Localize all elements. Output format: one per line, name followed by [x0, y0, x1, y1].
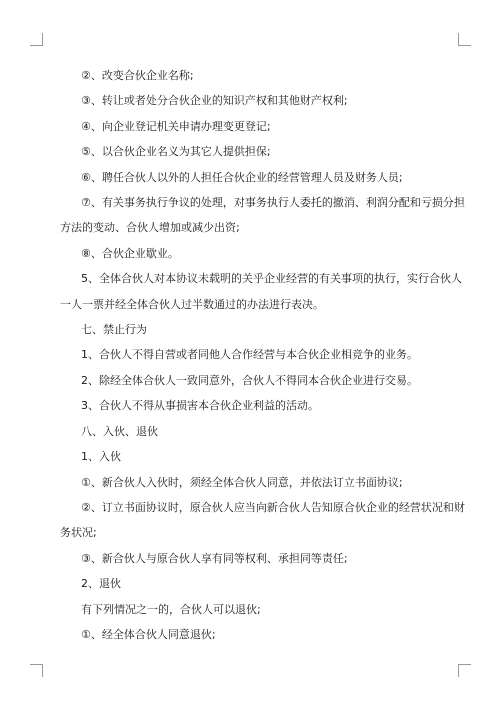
paragraph-item-3: ③、转让或者处分合伙企业的知识产权和其他财产权利; [81, 94, 348, 108]
subheading-withdrawal: 2、退伙 [81, 577, 121, 591]
paragraph-clause-5-line2: 一人一票并经全体合伙人过半数通过的办法进行表决。 [60, 297, 324, 311]
paragraph-item-8: ⑧、合伙企业歇业。 [81, 246, 179, 260]
document-body [60, 63, 465, 647]
paragraph-prohibit-1: 1、合伙人不得自营或者同他人合作经营与本合伙企业相竞争的业务。 [81, 348, 418, 362]
crop-mark-top-left [30, 33, 43, 46]
paragraph-admission-2-line1: ②、订立书面协议时，原合伙人应当向新合伙人告知原合伙企业的经营状况和财 [81, 500, 465, 514]
paragraph-withdrawal-1: ①、经全体合伙人同意退伙; [81, 627, 216, 641]
paragraph-admission-2-line2: 务状况; [60, 526, 97, 540]
paragraph-clause-5-line1: 5、全体合伙人对本协议未载明的关乎企业经营的有关事项的执行，实行合伙人 [81, 272, 462, 286]
section-heading-admission-withdrawal: 八、入伙、退伙 [81, 424, 158, 438]
paragraph-item-5: ⑤、以合伙企业名义为其它人提供担保; [81, 145, 271, 159]
paragraph-item-7-line2: 方法的变动、合伙人增加或减少出资; [60, 221, 240, 235]
paragraph-prohibit-2: 2、除经全体合伙人一致同意外，合伙人不得同本合伙企业进行交易。 [81, 373, 418, 387]
paragraph-item-4: ④、向企业登记机关申请办理变更登记; [81, 119, 271, 133]
subheading-admission: 1、入伙 [81, 450, 121, 464]
paragraph-withdrawal-intro: 有下列情况之一的，合伙人可以退伙; [81, 602, 261, 616]
paragraph-admission-1: ①、新合伙人入伙时，须经全体合伙人同意，并依法订立书面协议; [81, 475, 403, 489]
crop-mark-bottom-left [30, 664, 43, 677]
crop-mark-bottom-right [458, 664, 471, 677]
paragraph-item-6: ⑥、聘任合伙人以外的人担任合伙企业的经营管理人员及财务人员; [81, 170, 403, 184]
paragraph-item-7-line1: ⑦、有关事务执行争议的处理，对事务执行人委托的撤消、利润分配和亏损分担 [81, 196, 465, 210]
paragraph-prohibit-3: 3、合伙人不得从事损害本合伙企业利益的活动。 [81, 399, 319, 413]
section-heading-prohibited-acts: 七、禁止行为 [81, 323, 147, 337]
paragraph-admission-3: ③、新合伙人与原合伙人享有同等权利、承担同等责任; [81, 551, 348, 565]
paragraph-item-2: ②、改变合伙企业名称; [81, 69, 194, 82]
crop-mark-top-right [458, 33, 471, 46]
